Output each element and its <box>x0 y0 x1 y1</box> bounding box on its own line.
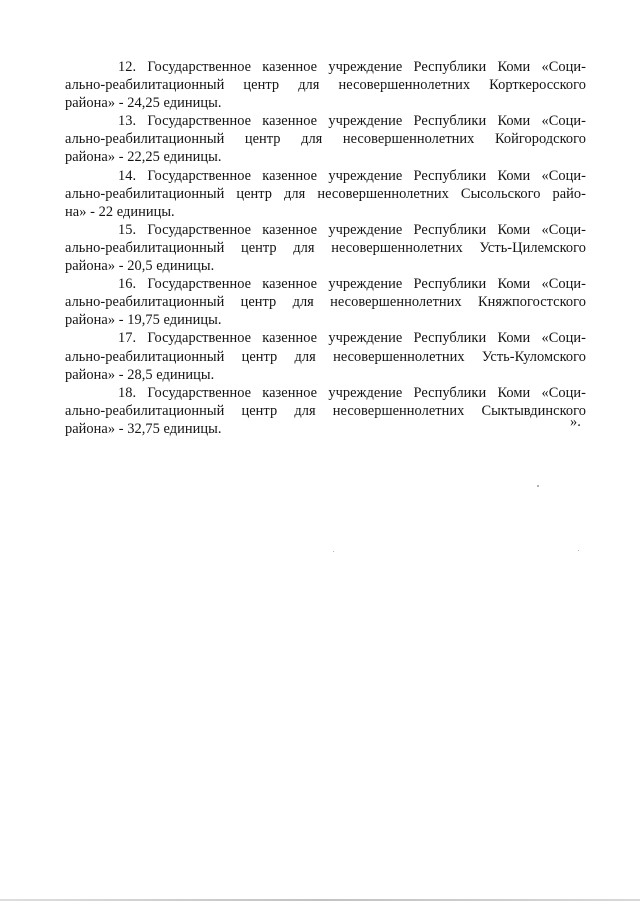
text-line: ально-реабилитационный центр для несовершеннолетних Сысольского райо- <box>65 185 586 202</box>
text-line: района» - 20,5 единицы. <box>65 258 215 275</box>
text-line: ально-реабилитационный центр для несовершеннолетних Койгородского <box>65 131 586 148</box>
text-line: 14. Государственное казенное учреждение Республики Коми «Соци- <box>118 167 586 184</box>
text-line: ально-реабилитационный центр для несовершеннолетних Усть-Куломского <box>65 348 586 365</box>
text-line: ально-реабилитационный центр для несовершеннолетних Корткеросского <box>65 77 586 94</box>
text-line: на» - 22 единицы. <box>65 203 175 220</box>
scan-speck <box>333 551 334 552</box>
text-line: ально-реабилитационный центр для несовершеннолетних Сыктывдинского <box>65 402 586 419</box>
closing-quote-mark: ». <box>570 414 581 430</box>
text-line: района» - 22,25 единицы. <box>65 149 222 166</box>
list-item-16 <box>65 275 586 329</box>
text-line: 15. Государственное казенное учреждение Республики Коми «Соци- <box>118 221 586 238</box>
text-line: 16. Государственное казенное учреждение Республики Коми «Соци- <box>118 276 586 293</box>
text-line: района» - 24,25 единицы. <box>65 95 222 112</box>
text-line: 13. Государственное казенное учреждение Республики Коми «Соци- <box>118 113 586 130</box>
text-line: района» - 28,5 единицы. <box>65 366 215 383</box>
text-line: района» - 19,75 единицы. <box>65 312 222 329</box>
list-item-14 <box>65 167 586 221</box>
text-line: ально-реабилитационный центр для несовершеннолетних Княжпогостского <box>65 294 586 311</box>
document-body <box>65 58 586 438</box>
page-bottom-edge <box>0 899 640 901</box>
text-line: района» - 32,75 единицы. <box>65 420 222 437</box>
text-line: 17. Государственное казенное учреждение Республики Коми «Соци- <box>118 330 586 347</box>
scan-speck <box>578 550 579 551</box>
list-item-18 <box>65 384 586 438</box>
text-line: 12. Государственное казенное учреждение Республики Коми «Соци- <box>118 59 586 75</box>
list-item-17 <box>65 329 586 383</box>
text-line: ально-реабилитационный центр для несовершеннолетних Усть-Цилемского <box>65 239 586 256</box>
list-item-15 <box>65 221 586 275</box>
text-line: 18. Государственное казенное учреждение Республики Коми «Соци- <box>118 384 586 401</box>
scan-speck <box>537 485 539 487</box>
list-item-12 <box>65 58 586 112</box>
list-item-13 <box>65 112 586 166</box>
